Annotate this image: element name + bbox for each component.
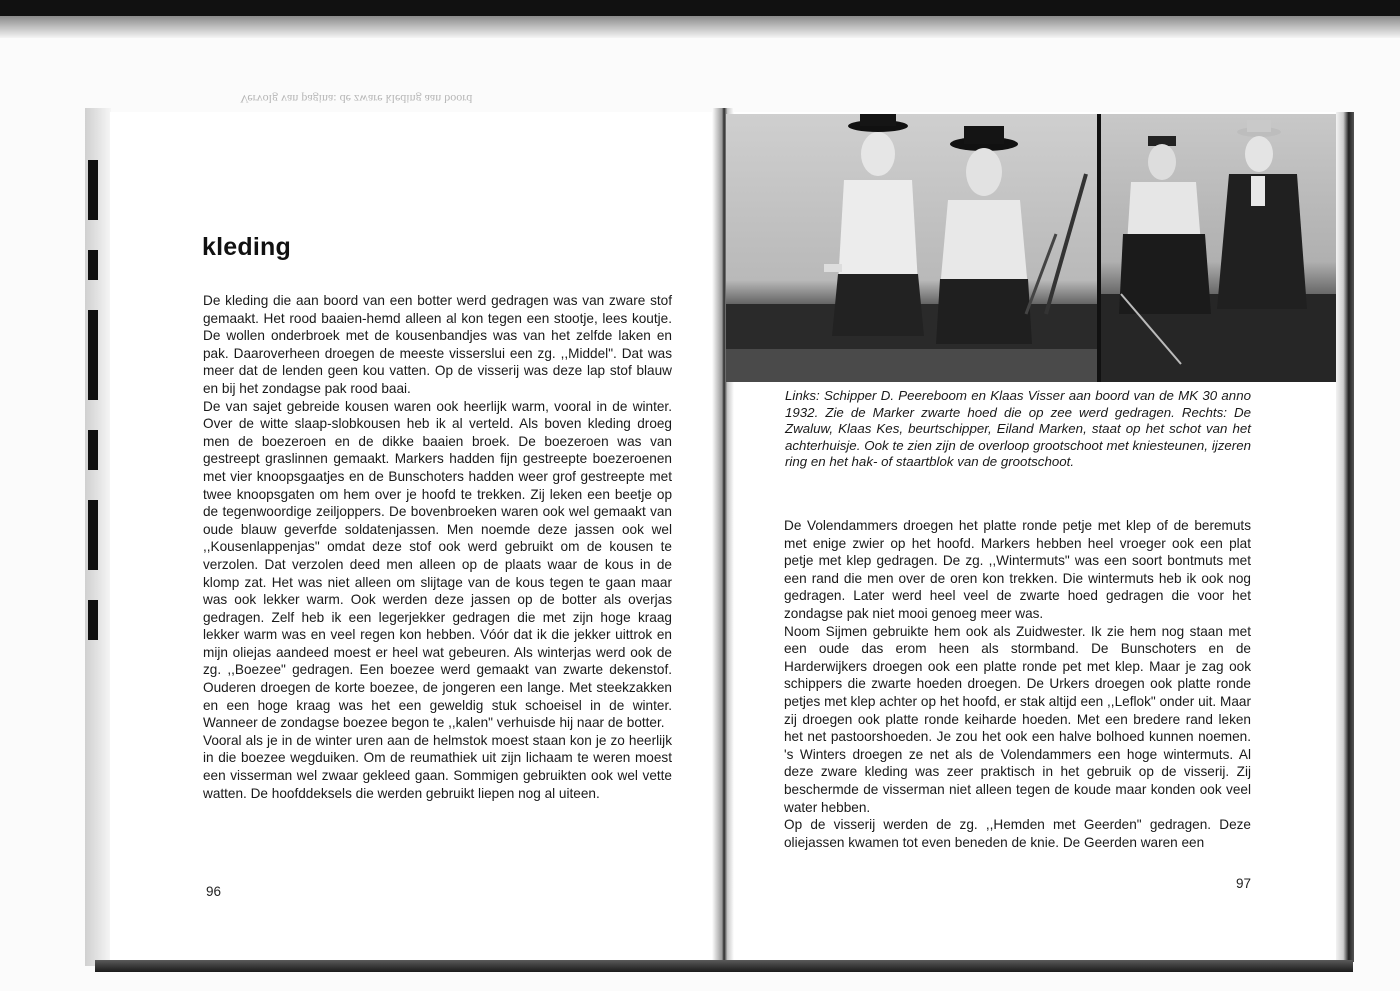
book-right-edge <box>1336 112 1354 962</box>
paragraph: De Volendammers droegen het platte ronde petje met klep of de beremuts met enige zwier op het hoofd. Markers hebben heel vroeger ook een plat petje met klep gedragen. De zg. ,,Wintermuts" was een soort bontmuts met een rand die men over de oren kon trekken. Die wintermuts heb ik ook nog gedragen. Later werd heel veel de zwarte hoed gedragen die voor het zondagse pak niet mooi genoeg meer was. <box>784 518 1251 621</box>
paragraph: Op de visserij werden de zg. ,,Hemden met Geerden" gedragen. Deze oliejassen kwamen tot even beneden de knie. De Geerden waren een <box>784 817 1251 850</box>
photo-skipper-marken <box>1101 114 1336 382</box>
page-number-left: 96 <box>206 884 222 899</box>
left-body-text <box>203 292 672 802</box>
photo-strip <box>726 114 1336 382</box>
paragraph: De kleding die aan boord van een botter werd gedragen was van zware stof gemaakt. Het rood baaien-hemd alleen al kon tegen een stootje, lees koutje. De wollen onderbroek met de kousenbandjes was van het zelfde laken en pak. Daaroverheen droegen de meeste visserslui een zg. ,,Middel". Dat was meer dat de lenden geen kou vatten. Op de visserij was deze lap stof blauw en bij het zondagse pak rood baai. <box>203 293 672 396</box>
paragraph: De van sajet gebreide kousen waren ook heerlijk warm, vooral in de winter. Over de witte slaap-slobkousen heb ik al verteld. Als boven kleding droeg men de boezeroen en de dikke baaien broek. De boezeroen was van gestreept graslinnen gemaakt. Markers hadden fijn gestreepte boezeroenen met vier knoopsgaatjes en de Bunschoters hadden weer grof gestreepte met twee knoopsgaten om hem over je hoofd te trekken. Zij leken een beetje op de tegenwoordige zeiljoppers. De bovenbroeken waren ook wel gemaakt van oude blauw geverfde soldatenjassen. Men noemde deze jassen ook wel ,,Kousenlappenjas" omdat deze stof ook werd gebruikt om de kousen te verzolen. Dat verzolen deed men alleen op de plaats waar de kous in de klomp zat. Het was niet alleen om slijtage van de kous tegen te gaan maar was ook lekker warm. Ook werden deze jassen op de botter als overjas gedragen. Zelf heb ik een legerjekker gedragen die met zijn hoge kraag lekker warm was en veel regen kon hebben. Vóór dat ik die jekker uittrok en mijn oliejas aandeed moest er heel wat gebeuren. Als winterjas werd ook de zg. ,,Boezee" gedragen. Een boezee werd gemaakt van zwarte dekenstof. Ouderen droegen de korte boezee, de jongeren een lange. Met steekzakken en een hoge kraag was het een geweldig stuk schoeisel in de winter. Wanneer de zondagse boezee begon te ,,kalen" verhuisde hij naar de botter. <box>203 398 672 731</box>
paragraph: Vooral als je in de winter uren aan de helmstok moest staan kon je zo heerlijk in die boezee wegduiken. Om de reumathiek uit zijn lichaam te weren moest een visserman wel zwaar gekleed gaan. Sommigen gebruikten ook wel vette watten. De hoofddeksels die werden gebruikt liepen nog al uiteen. <box>203 732 672 801</box>
paragraph: Noom Sijmen gebruikte hem ook als Zuidwester. Ik zie hem nog staan met een oude das erom heen als stormband. De Bunschoters en de Harderwijkers droegen ook een platte ronde pet met klep. Maar je zag ook schippers die zwarte hoeden droegen. De Urkers droegen ook platte ronde petjes met klep achter op het hoofd, er stak altijd een ,,Leflok" onder uit. Maar zij droegen ook platte ronde keiharde hoeden. Met een bredere rand leken het net pastoorshoeden. Je zou het ook een halve bolhoed kunnen noemen. 's Winters droegen ze net als de Volendammers een hoge wintermuts. Al deze zware kleding was zeer praktisch in het gebruik op de visserij. Zij beschermde de visserman niet alleen tegen de koude maar konden ook veel water hebben. <box>784 623 1251 815</box>
page-edge-marks <box>88 140 100 660</box>
right-body-text <box>784 517 1251 851</box>
page-number-right: 97 <box>1236 876 1252 891</box>
book-bottom-edge <box>95 960 1353 972</box>
photo-caption: Links: Schipper D. Peereboom en Klaas Visser aan boord van de MK 30 anno 1932. Zie de Marker zwarte hoed die op zee werd gedragen. Rechts: De Zwaluw, Klaas Kes, beurtschipper, Eiland Marken, staat op het schot van het achterhuisje. Ook te zien zijn de overloop grootschoot met kniesteunen, ijzeren ring en het hak- of staartblok van de grootschoot. <box>785 388 1251 469</box>
scanner-top-border <box>0 0 1400 16</box>
scanner-shadow <box>0 16 1400 38</box>
chapter-title: kleding <box>202 233 291 261</box>
photo-fishermen-on-deck <box>726 114 1097 382</box>
bleed-through-text: Vervolg van pagina: de zware kleding aan boord <box>240 92 473 106</box>
